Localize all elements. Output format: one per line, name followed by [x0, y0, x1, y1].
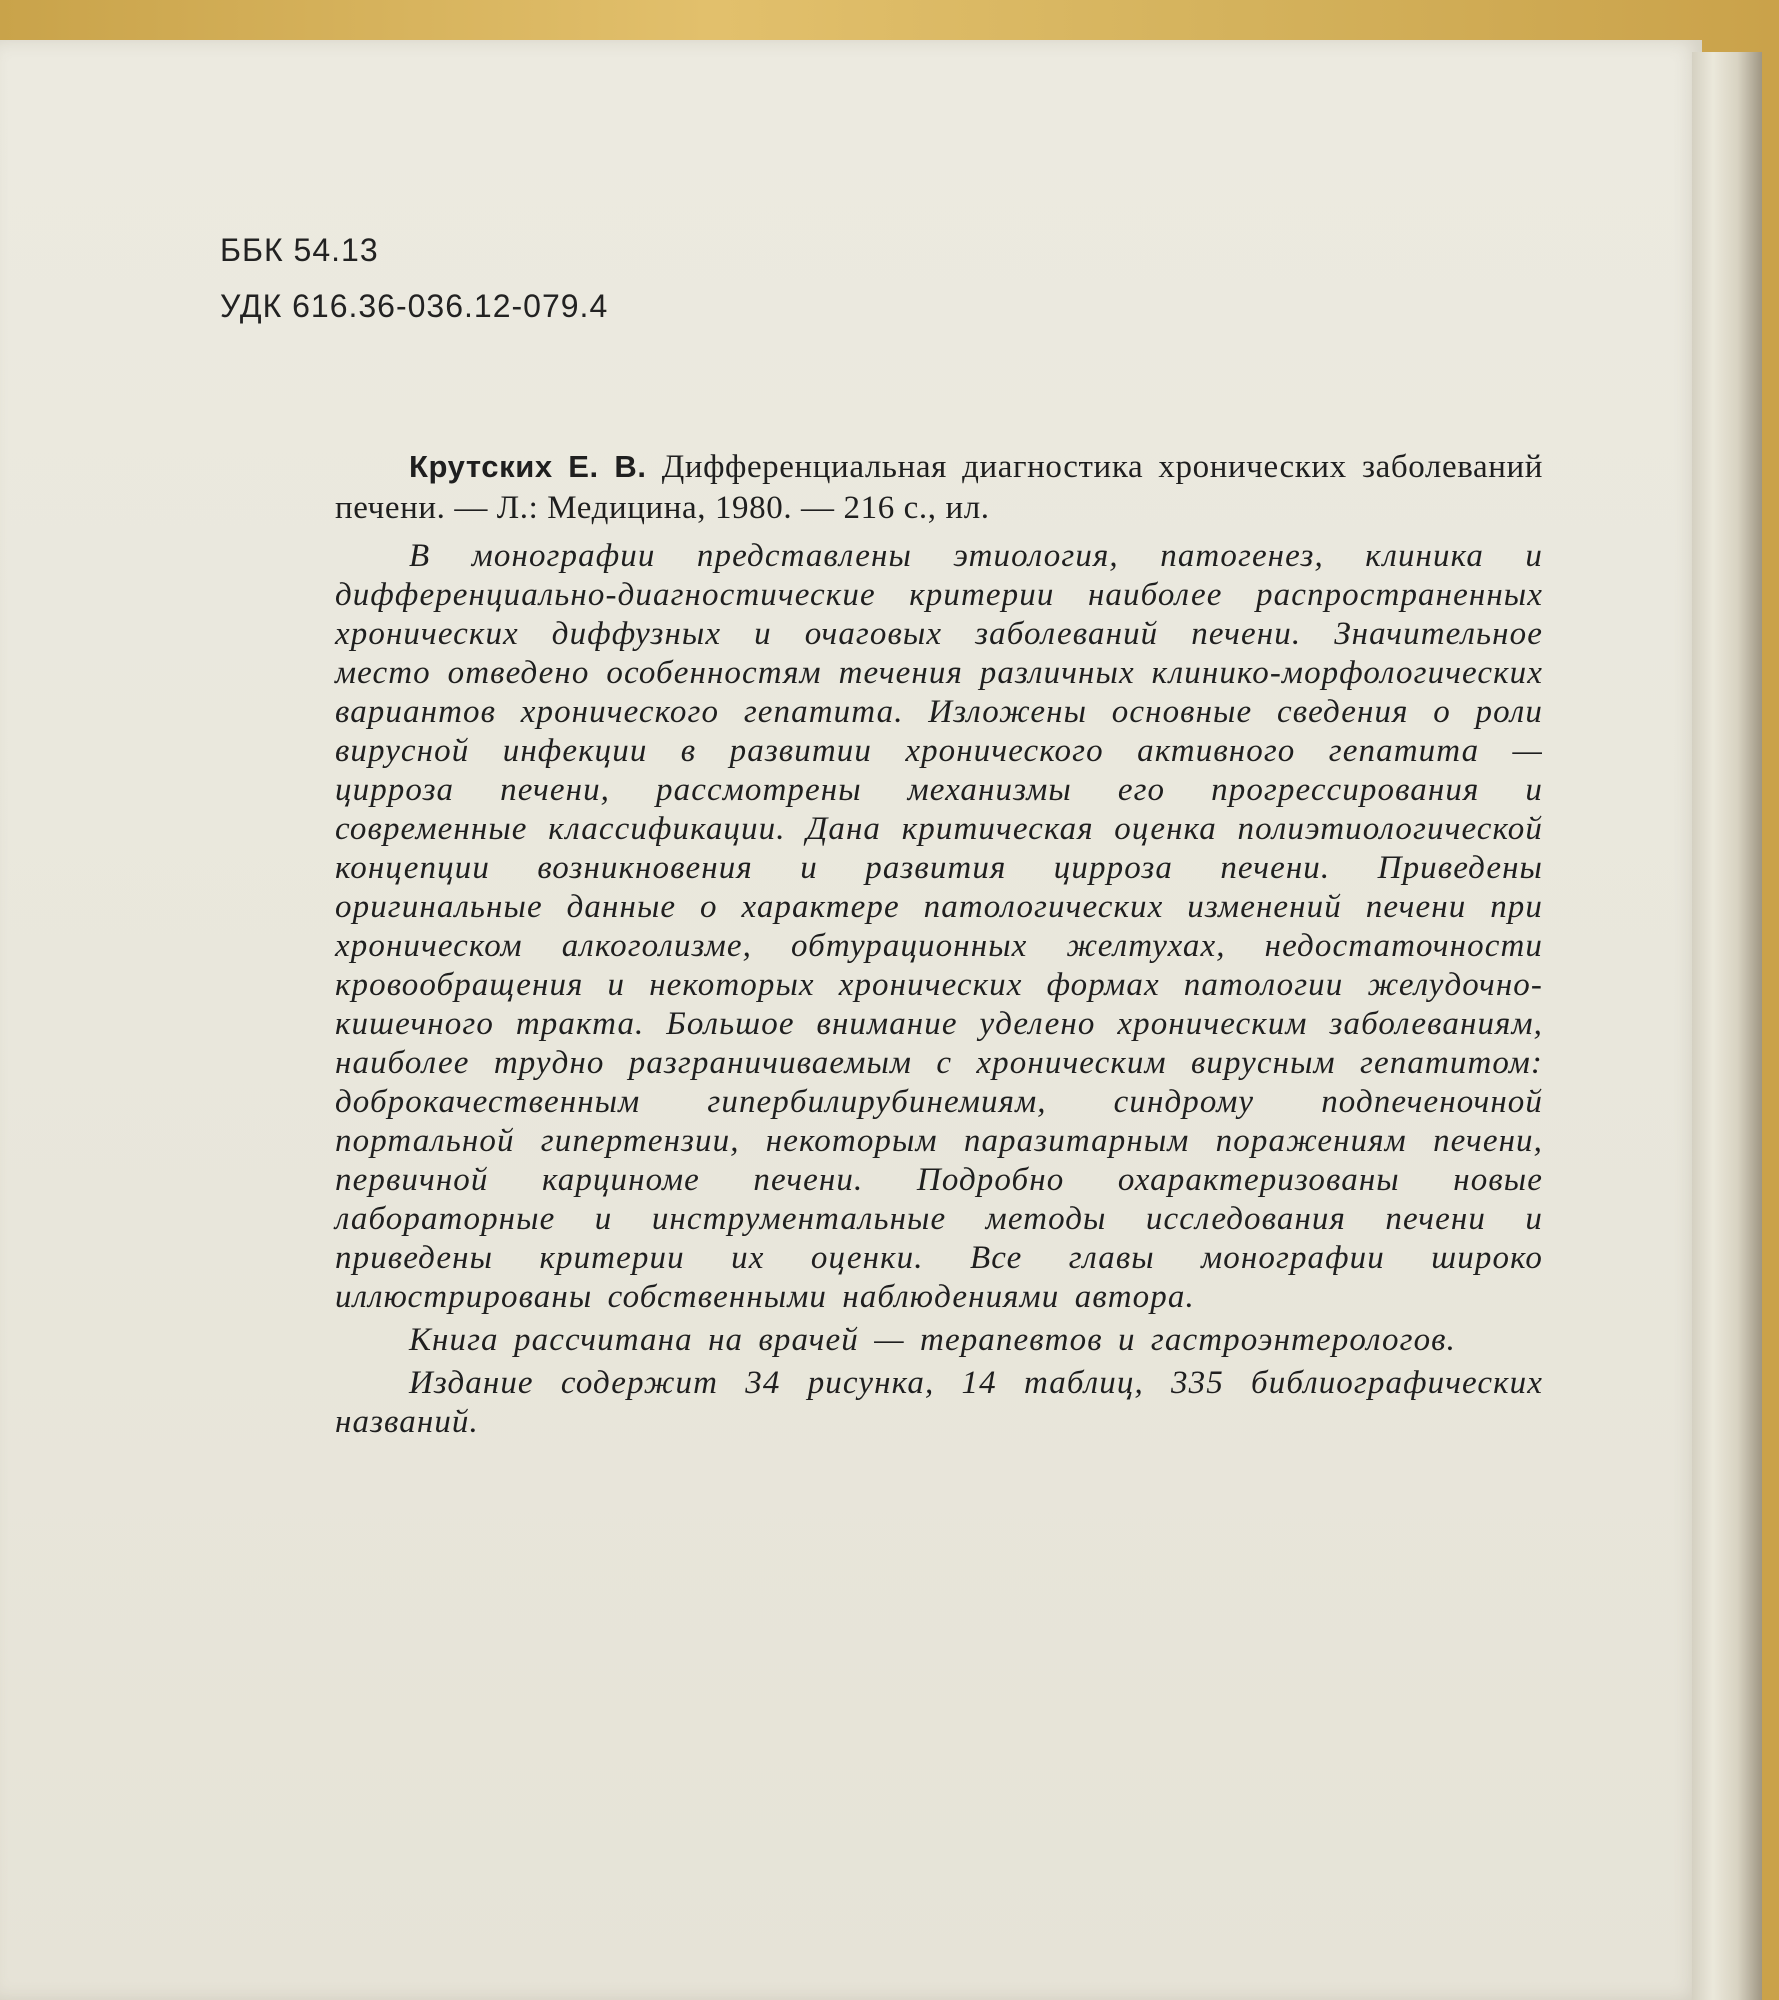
page-edge: [1692, 52, 1762, 2000]
bbk-code: ББК 54.13: [220, 232, 379, 268]
abstract: [335, 537, 1543, 1442]
classification-codes: [220, 222, 608, 334]
audience-paragraph: Книга рассчитана на врачей — терапевтов и гастроэнтерологов.: [409, 1322, 1456, 1358]
bibliographic-card: [335, 446, 1543, 1442]
citation-title: Дифференциальная диагностика хронических заболеваний печени. — Л.: Медицина, 1980. — 216 с., ил.: [335, 449, 1543, 526]
contents-paragraph: Издание содержит 34 рисунка, 14 таблиц, 335 библиографических названий.: [335, 1365, 1543, 1440]
udk-code: УДК 616.36-036.12-079.4: [220, 288, 609, 324]
citation: [335, 446, 1543, 529]
show-through-text: [720, 200, 1180, 260]
abstract-paragraph: В монографии представлены этиология, патогенез, клиника и дифференциально-диагностические критерии наиболее распространенных хронических диффузных и очаговых заболеваний печени. Значительное место отведено особенностям течения различных клинико-морфологических вариантов хронического гепатита. Изложены основные сведения о роли вирусной инфекции в развитии хронического активного гепатита — цирроза печени, рассмотрены механизмы его прогрессирования и современные классификации. Дана критическая оценка полиэтиологической концепции возникновения и развития цирроза печени. Приведены оригинальные данные о характере патологических изменений печени при хроническом алкоголизме, обтурационных желтухах, недостаточности кровообращения и некоторых хронических формах патологии желудочно-кишечного тракта. Большое внимание уделено хроническим заболеваниям, наиболее трудно разграничиваемым с хроническим вирусным гепатитом: доброкачественным гипербилирубинемиям, синдрому подпеченочной портальной гипертензии, некоторым паразитарным поражениям печени, первичной карциноме печени. Подробно охарактеризованы новые лабораторные и инструментальные методы исследования печени и приведены критерии их оценки. Все главы монографии широко иллюстрированы собственными наблюдениями автора.: [335, 538, 1543, 1315]
citation-author: Крутских Е. В.: [409, 449, 647, 484]
